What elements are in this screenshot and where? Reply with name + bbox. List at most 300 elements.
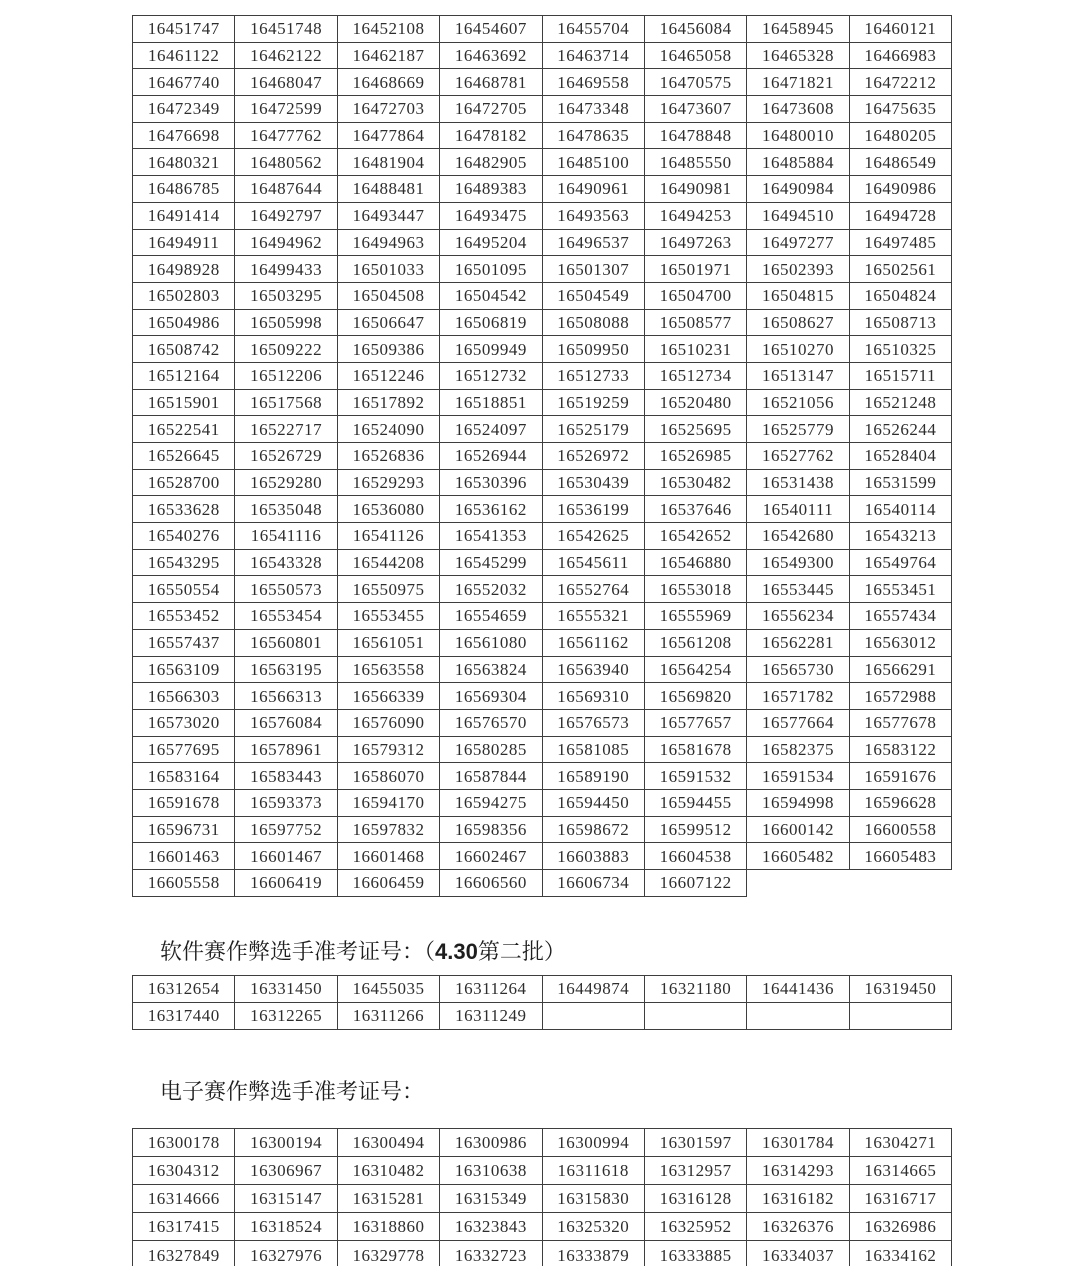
id-cell: 16530396 <box>440 469 542 496</box>
id-cell: 16497485 <box>849 229 951 256</box>
id-cell: 16582375 <box>747 736 849 763</box>
id-cell: 16601468 <box>337 843 439 870</box>
id-cell: 16494728 <box>849 202 951 229</box>
id-cell: 16569820 <box>644 683 746 710</box>
id-cell: 16314666 <box>133 1185 235 1213</box>
electronic-heading-text: 电子赛作弊选手准考证号： <box>160 1078 425 1104</box>
id-cell: 16482905 <box>440 149 542 176</box>
table-row <box>133 683 952 710</box>
id-cell: 16550573 <box>235 576 337 603</box>
id-cell: 16312654 <box>133 975 235 1002</box>
id-cell: 16510231 <box>644 336 746 363</box>
id-cell: 16576573 <box>542 709 644 736</box>
id-cell: 16531599 <box>849 469 951 496</box>
id-cell: 16501971 <box>644 256 746 283</box>
id-cell: 16501307 <box>542 256 644 283</box>
table-row <box>133 1241 952 1266</box>
id-cell: 16512206 <box>235 362 337 389</box>
id-cell: 16508088 <box>542 309 644 336</box>
table-row <box>133 416 952 443</box>
id-cell: 16311266 <box>337 1002 439 1029</box>
table-row <box>133 1128 952 1156</box>
id-cell: 16528404 <box>849 443 951 470</box>
id-cell: 16589190 <box>542 763 644 790</box>
table-row <box>133 96 952 123</box>
id-cell: 16329778 <box>337 1241 439 1266</box>
table-row <box>133 789 952 816</box>
id-cell: 16594998 <box>747 789 849 816</box>
id-cell: 16312265 <box>235 1002 337 1029</box>
software-batch-open: （ <box>424 938 436 964</box>
id-cell: 16517568 <box>235 389 337 416</box>
id-cell: 16571782 <box>747 683 849 710</box>
id-cell: 16460121 <box>849 16 951 43</box>
id-cell: 16504815 <box>747 282 849 309</box>
id-cell: 16477864 <box>337 122 439 149</box>
id-cell: 16563195 <box>235 656 337 683</box>
id-cell: 16525179 <box>542 416 644 443</box>
id-cell: 16490961 <box>542 176 644 203</box>
id-cell: 16480321 <box>133 149 235 176</box>
id-cell: 16555969 <box>644 603 746 630</box>
id-cell: 16456084 <box>644 16 746 43</box>
id-cell: 16583164 <box>133 763 235 790</box>
id-cell: 16553018 <box>644 576 746 603</box>
id-cell: 16512246 <box>337 362 439 389</box>
electronic-id-table <box>132 1128 952 1266</box>
id-cell: 16544208 <box>337 549 439 576</box>
id-cell: 16451747 <box>133 16 235 43</box>
id-cell: 16546880 <box>644 549 746 576</box>
id-cell: 16508742 <box>133 336 235 363</box>
id-cell: 16315147 <box>235 1185 337 1213</box>
id-cell: 16300194 <box>235 1128 337 1156</box>
id-cell: 16528700 <box>133 469 235 496</box>
id-cell: 16521248 <box>849 389 951 416</box>
id-cell: 16333885 <box>644 1241 746 1266</box>
id-cell: 16494963 <box>337 229 439 256</box>
id-cell: 16553454 <box>235 603 337 630</box>
id-cell: 16577657 <box>644 709 746 736</box>
table-row <box>133 202 952 229</box>
id-cell: 16579312 <box>337 736 439 763</box>
id-cell: 16472349 <box>133 96 235 123</box>
id-cell: 16581085 <box>542 736 644 763</box>
id-cell: 16573020 <box>133 709 235 736</box>
id-cell: 16542680 <box>747 523 849 550</box>
id-cell: 16501095 <box>440 256 542 283</box>
id-cell: 16552032 <box>440 576 542 603</box>
id-cell: 16562281 <box>747 629 849 656</box>
id-cell: 16502561 <box>849 256 951 283</box>
id-cell: 16553445 <box>747 576 849 603</box>
id-cell: 16569304 <box>440 683 542 710</box>
id-cell: 16522541 <box>133 416 235 443</box>
id-cell: 16504986 <box>133 309 235 336</box>
table-row <box>133 1002 952 1029</box>
id-cell: 16525695 <box>644 416 746 443</box>
id-cell: 16512734 <box>644 362 746 389</box>
id-cell: 16525779 <box>747 416 849 443</box>
id-cell: 16526972 <box>542 443 644 470</box>
id-cell: 16301597 <box>644 1128 746 1156</box>
id-cell: 16455704 <box>542 16 644 43</box>
table-row <box>133 282 952 309</box>
id-cell: 16481904 <box>337 149 439 176</box>
id-cell: 16493475 <box>440 202 542 229</box>
id-cell: 16504824 <box>849 282 951 309</box>
table-row <box>133 122 952 149</box>
id-cell: 16605558 <box>133 870 235 897</box>
id-cell: 16566291 <box>849 656 951 683</box>
id-cell: 16316182 <box>747 1185 849 1213</box>
electronic-section-heading <box>0 1078 1080 1106</box>
id-cell: 16321180 <box>644 975 746 1002</box>
id-cell: 16526244 <box>849 416 951 443</box>
id-cell: 16506819 <box>440 309 542 336</box>
id-cell: 16563109 <box>133 656 235 683</box>
id-cell: 16463692 <box>440 42 542 69</box>
id-cell: 16452108 <box>337 16 439 43</box>
id-cell: 16315830 <box>542 1185 644 1213</box>
id-cell: 16540276 <box>133 523 235 550</box>
id-cell: 16494962 <box>235 229 337 256</box>
id-cell: 16490984 <box>747 176 849 203</box>
id-cell: 16498928 <box>133 256 235 283</box>
id-cell: 16488481 <box>337 176 439 203</box>
id-cell: 16581678 <box>644 736 746 763</box>
table-row <box>133 843 952 870</box>
id-cell: 16515711 <box>849 362 951 389</box>
id-cell: 16310482 <box>337 1156 439 1184</box>
id-cell: 16526645 <box>133 443 235 470</box>
id-cell: 16552764 <box>542 576 644 603</box>
id-cell: 16600142 <box>747 816 849 843</box>
id-cell: 16512733 <box>542 362 644 389</box>
id-cell: 16494510 <box>747 202 849 229</box>
id-cell: 16475635 <box>849 96 951 123</box>
id-cell: 16531438 <box>747 469 849 496</box>
id-cell: 16477762 <box>235 122 337 149</box>
id-cell <box>644 1002 746 1029</box>
id-cell: 16323843 <box>440 1213 542 1241</box>
id-cell: 16494253 <box>644 202 746 229</box>
id-cell: 16497277 <box>747 229 849 256</box>
id-cell: 16540111 <box>747 496 849 523</box>
id-cell: 16502393 <box>747 256 849 283</box>
table-row <box>133 870 952 897</box>
id-cell: 16486549 <box>849 149 951 176</box>
id-cell: 16606560 <box>440 870 542 897</box>
id-cell: 16512732 <box>440 362 542 389</box>
id-cell: 16577664 <box>747 709 849 736</box>
id-cell: 16549300 <box>747 549 849 576</box>
id-cell: 16599512 <box>644 816 746 843</box>
table-row <box>133 763 952 790</box>
id-cell: 16468781 <box>440 69 542 96</box>
table-row <box>133 1185 952 1213</box>
id-cell: 16533628 <box>133 496 235 523</box>
id-cell: 16561051 <box>337 629 439 656</box>
id-cell: 16316128 <box>644 1185 746 1213</box>
id-cell: 16576084 <box>235 709 337 736</box>
table-row <box>133 603 952 630</box>
id-cell: 16311249 <box>440 1002 542 1029</box>
id-cell: 16553455 <box>337 603 439 630</box>
id-cell: 16468047 <box>235 69 337 96</box>
id-cell: 16485550 <box>644 149 746 176</box>
id-cell: 16331450 <box>235 975 337 1002</box>
id-cell: 16560801 <box>235 629 337 656</box>
id-cell: 16513147 <box>747 362 849 389</box>
id-cell: 16603883 <box>542 843 644 870</box>
id-cell: 16593373 <box>235 789 337 816</box>
id-cell: 16600558 <box>849 816 951 843</box>
id-cell: 16497263 <box>644 229 746 256</box>
id-cell: 16566303 <box>133 683 235 710</box>
id-cell: 16530482 <box>644 469 746 496</box>
id-cell: 16549764 <box>849 549 951 576</box>
id-cell: 16469558 <box>542 69 644 96</box>
software-batch-close: 第二批） <box>477 938 566 964</box>
id-cell: 16526729 <box>235 443 337 470</box>
id-cell: 16509950 <box>542 336 644 363</box>
id-cell: 16591534 <box>747 763 849 790</box>
table-row <box>133 149 952 176</box>
id-cell: 16315281 <box>337 1185 439 1213</box>
id-cell: 16577678 <box>849 709 951 736</box>
id-cell: 16524090 <box>337 416 439 443</box>
table-row <box>133 1156 952 1184</box>
table-row <box>133 42 952 69</box>
id-cell: 16541353 <box>440 523 542 550</box>
id-cell: 16561080 <box>440 629 542 656</box>
id-cell: 16326376 <box>747 1213 849 1241</box>
id-cell: 16493447 <box>337 202 439 229</box>
id-cell: 16587844 <box>440 763 542 790</box>
id-cell: 16304312 <box>133 1156 235 1184</box>
id-cell: 16606734 <box>542 870 644 897</box>
id-cell: 16508577 <box>644 309 746 336</box>
id-cell: 16311618 <box>542 1156 644 1184</box>
id-cell: 16501033 <box>337 256 439 283</box>
id-cell: 16504549 <box>542 282 644 309</box>
id-cell: 16545299 <box>440 549 542 576</box>
id-cell: 16487644 <box>235 176 337 203</box>
id-cell: 16524097 <box>440 416 542 443</box>
id-cell: 16472212 <box>849 69 951 96</box>
id-cell: 16541116 <box>235 523 337 550</box>
id-cell: 16496537 <box>542 229 644 256</box>
id-cell: 16526836 <box>337 443 439 470</box>
id-cell: 16455035 <box>337 975 439 1002</box>
software-batch-number: 4.30 <box>435 938 478 964</box>
software-heading-text: 软件赛作弊选手准考证号： <box>160 938 425 964</box>
table-row <box>133 709 952 736</box>
id-cell: 16596628 <box>849 789 951 816</box>
table-row <box>133 389 952 416</box>
id-cell: 16473608 <box>747 96 849 123</box>
id-cell: 16478848 <box>644 122 746 149</box>
id-cell: 16541126 <box>337 523 439 550</box>
id-cell: 16451748 <box>235 16 337 43</box>
id-cell: 16468669 <box>337 69 439 96</box>
id-cell: 16557437 <box>133 629 235 656</box>
id-cell: 16454607 <box>440 16 542 43</box>
id-cell: 16470575 <box>644 69 746 96</box>
id-cell: 16458945 <box>747 16 849 43</box>
id-cell: 16576090 <box>337 709 439 736</box>
id-cell: 16557434 <box>849 603 951 630</box>
id-cell: 16316717 <box>849 1185 951 1213</box>
id-cell: 16598356 <box>440 816 542 843</box>
id-cell: 16319450 <box>849 975 951 1002</box>
id-cell: 16300986 <box>440 1128 542 1156</box>
id-cell: 16597752 <box>235 816 337 843</box>
table-row <box>133 816 952 843</box>
id-cell: 16300178 <box>133 1128 235 1156</box>
id-cell: 16506647 <box>337 309 439 336</box>
id-cell: 16515901 <box>133 389 235 416</box>
id-cell: 16553451 <box>849 576 951 603</box>
id-cell: 16503295 <box>235 282 337 309</box>
id-cell: 16545611 <box>542 549 644 576</box>
id-cell: 16334162 <box>849 1241 951 1266</box>
id-cell: 16591676 <box>849 763 951 790</box>
id-cell: 16563558 <box>337 656 439 683</box>
id-cell: 16583443 <box>235 763 337 790</box>
table-row <box>133 443 952 470</box>
id-cell: 16317440 <box>133 1002 235 1029</box>
id-cell: 16326986 <box>849 1213 951 1241</box>
id-cell: 16327976 <box>235 1241 337 1266</box>
id-cell: 16604538 <box>644 843 746 870</box>
id-cell: 16542625 <box>542 523 644 550</box>
id-cell: 16504700 <box>644 282 746 309</box>
id-cell: 16554659 <box>440 603 542 630</box>
id-cell: 16607122 <box>644 870 746 897</box>
id-cell: 16594455 <box>644 789 746 816</box>
id-cell: 16462122 <box>235 42 337 69</box>
id-cell: 16325320 <box>542 1213 644 1241</box>
id-cell: 16526985 <box>644 443 746 470</box>
id-cell: 16519259 <box>542 389 644 416</box>
id-cell: 16543295 <box>133 549 235 576</box>
id-cell: 16601463 <box>133 843 235 870</box>
table-row <box>133 576 952 603</box>
table-row <box>133 16 952 43</box>
id-cell: 16472703 <box>337 96 439 123</box>
id-cell: 16463714 <box>542 42 644 69</box>
id-cell: 16543328 <box>235 549 337 576</box>
software-id-table <box>132 975 952 1030</box>
id-cell: 16493563 <box>542 202 644 229</box>
id-cell: 16561162 <box>542 629 644 656</box>
id-cell: 16495204 <box>440 229 542 256</box>
id-cell: 16314665 <box>849 1156 951 1184</box>
id-cell: 16594275 <box>440 789 542 816</box>
id-cell: 16529293 <box>337 469 439 496</box>
id-cell: 16318524 <box>235 1213 337 1241</box>
id-cell: 16563012 <box>849 629 951 656</box>
id-cell: 16591678 <box>133 789 235 816</box>
id-cell: 16304271 <box>849 1128 951 1156</box>
id-cell: 16471821 <box>747 69 849 96</box>
table-row <box>133 309 952 336</box>
id-cell: 16473348 <box>542 96 644 123</box>
id-cell: 16332723 <box>440 1241 542 1266</box>
id-cell: 16553452 <box>133 603 235 630</box>
id-cell: 16586070 <box>337 763 439 790</box>
id-cell: 16311264 <box>440 975 542 1002</box>
id-cell: 16564254 <box>644 656 746 683</box>
id-cell: 16461122 <box>133 42 235 69</box>
id-cell: 16563824 <box>440 656 542 683</box>
id-cell: 16486785 <box>133 176 235 203</box>
id-cell: 16333879 <box>542 1241 644 1266</box>
id-cell: 16476698 <box>133 122 235 149</box>
id-cell: 16491414 <box>133 202 235 229</box>
id-cell: 16606419 <box>235 870 337 897</box>
id-cell: 16300494 <box>337 1128 439 1156</box>
id-cell: 16594170 <box>337 789 439 816</box>
id-cell: 16472705 <box>440 96 542 123</box>
table-row <box>133 176 952 203</box>
id-cell: 16605482 <box>747 843 849 870</box>
id-cell: 16583122 <box>849 736 951 763</box>
id-cell: 16478635 <box>542 122 644 149</box>
id-cell: 16466983 <box>849 42 951 69</box>
id-cell: 16537646 <box>644 496 746 523</box>
id-cell: 16602467 <box>440 843 542 870</box>
id-cell: 16542652 <box>644 523 746 550</box>
id-cell: 16594450 <box>542 789 644 816</box>
id-cell: 16556234 <box>747 603 849 630</box>
id-cell: 16536080 <box>337 496 439 523</box>
id-cell: 16480010 <box>747 122 849 149</box>
id-cell: 16441436 <box>747 975 849 1002</box>
table-row <box>133 256 952 283</box>
id-cell: 16315349 <box>440 1185 542 1213</box>
id-cell: 16489383 <box>440 176 542 203</box>
id-cell: 16504508 <box>337 282 439 309</box>
id-cell: 16314293 <box>747 1156 849 1184</box>
id-cell: 16485100 <box>542 149 644 176</box>
table-row <box>133 656 952 683</box>
id-cell: 16505998 <box>235 309 337 336</box>
id-cell: 16510325 <box>849 336 951 363</box>
id-cell: 16462187 <box>337 42 439 69</box>
id-cell: 16530439 <box>542 469 644 496</box>
id-cell: 16509949 <box>440 336 542 363</box>
id-cell: 16312957 <box>644 1156 746 1184</box>
table-row <box>133 469 952 496</box>
id-cell: 16318860 <box>337 1213 439 1241</box>
id-cell: 16301784 <box>747 1128 849 1156</box>
id-cell: 16605483 <box>849 843 951 870</box>
id-cell: 16490986 <box>849 176 951 203</box>
id-cell: 16543213 <box>849 523 951 550</box>
id-cell: 16561208 <box>644 629 746 656</box>
id-cell: 16566339 <box>337 683 439 710</box>
id-cell: 16504542 <box>440 282 542 309</box>
id-cell: 16465328 <box>747 42 849 69</box>
table-row <box>133 69 952 96</box>
id-cell: 16527762 <box>747 443 849 470</box>
id-cell: 16306967 <box>235 1156 337 1184</box>
id-cell: 16490981 <box>644 176 746 203</box>
id-cell <box>542 1002 644 1029</box>
